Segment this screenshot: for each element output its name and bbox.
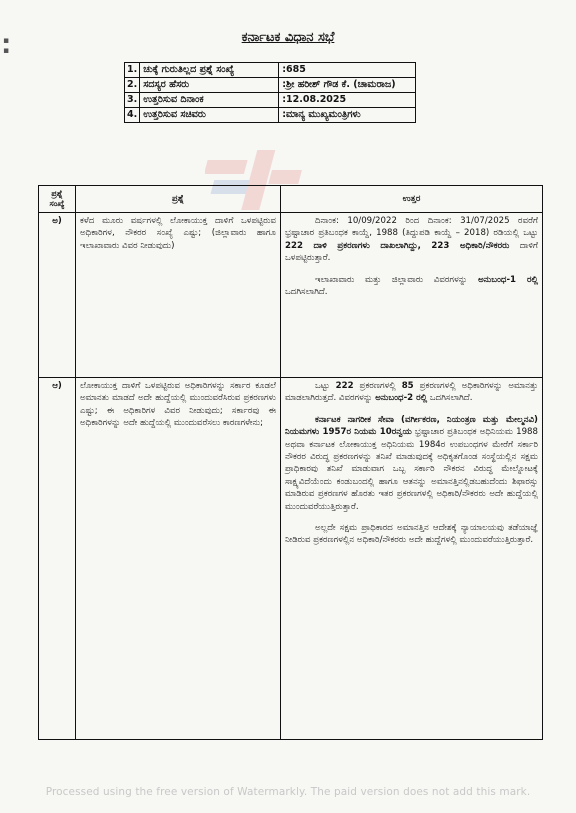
answer-text: ಒಟ್ಟು (315, 381, 336, 391)
answer-cell (281, 378, 543, 740)
meta-row-number: 4. (125, 108, 140, 123)
answer-bold-text: ಅನುಬಂಧ-1 ರಲ್ಲಿ (478, 274, 539, 285)
header-question: ಪ್ರಶ್ನೆ (76, 186, 281, 213)
answer-paragraph: ಅಲ್ಲದೇ ಸಕ್ಷಮ ಪ್ರಾಧಿಕಾರದ ಅಮಾನತ್ತಿನ ಆದೇಶಕ್ಕೆ ನ್ಯಾಯಾಲಯವು ತಡೆಯಾಜ್ಞೆ ನೀಡಿರುವ ಪ್ರಕರಣಗಳಲ್ಲಿನ ಅಧಿಕಾರಿ/ನೌಕರರು ಅದೇ ಹುದ್ದೆಗಳಲ್ಲಿ ಮುಂದುವರೆಯುತ್ತಿರುತ್ತಾರೆ. (285, 523, 538, 546)
meta-row-value: :685 (279, 63, 416, 78)
meta-row-label: ಸದಸ್ಯರ ಹೆಸರು (140, 78, 279, 93)
meta-row (125, 78, 416, 93)
answer-text: ಪ್ರಕರಣಗಳಲ್ಲಿ ಅಧಿಕಾರಿಗಳನ್ನು ಅಮಾನತ್ತು ಮಾಡಲಾಗಿರುತ್ತದೆ. ವಿವರಗಳನ್ನು (285, 381, 538, 404)
meta-row-value: :ಮಾನ್ಯ ಮುಖ್ಯಮಂತ್ರಿಗಳು (279, 108, 416, 123)
meta-row-label: ಚುಕ್ಕೆ ಗುರುತಿಲ್ಲದ ಪ್ರಶ್ನೆ ಸಂಖ್ಯೆ (140, 63, 279, 78)
meta-row-value: :12.08.2025 (279, 93, 416, 108)
answer-text: ಒದಗಿಸಲಾಗಿದೆ. (285, 287, 328, 298)
meta-row-number: 3. (125, 93, 140, 108)
meta-row-number: 1. (125, 63, 140, 78)
qa-row (39, 378, 543, 740)
meta-row (125, 93, 416, 108)
meta-row-label: ಉತ್ತರಿಸುವ ದಿನಾಂಕ (140, 93, 279, 108)
meta-row (125, 108, 416, 123)
answer-bold-text: 222 ದಾಳಿ ಪ್ರಕರಣಗಳು ದಾಖಲಾಗಿದ್ದು, 223 ಅಧಿಕಾರಿ/ನೌಕರರು (285, 240, 510, 251)
answer-text: ಇಲಾಖಾವಾರು ಮತ್ತು ಜಿಲ್ಲಾವಾರು ವಿವರಗಳನ್ನು (315, 274, 479, 285)
answer-text: ದಾಳಿಗೆ ಒಳಪಟ್ಟಿರುತ್ತಾರೆ. (285, 240, 539, 264)
header-answer: ಉತ್ತರ (281, 186, 543, 213)
answer-paragraph (285, 414, 538, 513)
answer-bold-text: 222 (335, 381, 354, 391)
question-number: ಆ) (39, 378, 76, 740)
answer-bold-text: 85 (401, 381, 414, 391)
answer-paragraph (285, 380, 538, 405)
answer-text: ಭ್ರಷ್ಟಾಚಾರ ಪ್ರತಿಬಂಧಕ ಅಧಿನಿಯಮ 1988 ಅಥವಾ ಕರ್ನಾಟಕ ಲೋಕಾಯುಕ್ತ ಅಧಿನಿಯಮ 1984ರ ಉಪಬಂಧಗಳ ಮೇರೆಗೆ ಸರ್ಕಾರಿ ನೌಕರರ ವಿರುದ್ಧ ಪ್ರಕರಣಗಳನ್ನು ತನಿಖೆ ಮಾಡುವುದಕ್ಕೆ ಅಧಿಕೃತಗೊಂಡ ಸಂಸ್ಥೆಯಲ್ಲಿನ ಸಕ್ಷಮ ಪ್ರಾಧಿಕಾರವು ತನಿಖೆ ಮಾಡುವಾಗ ಒಬ್ಬ ಸರ್ಕಾರಿ ನೌಕರನ ವಿರುದ್ಧ ಮೇಲ್ನೋಟಕ್ಕೆ ಸಾಕ್ಷ್ಯವಿದೆಯೆಂದು ಕಂಡುಬಂದಲ್ಲಿ ಹಾಗೂ ಆತನನ್ನು ಅಮಾನತ್ತಿನಲ್ಲಿಡಬಹುದೆಂದು ಶಿಫಾರಸ್ಸು ಮಾಡಿರುವ ಪ್ರಕರಣಗಳ ಹೊರತು ಇತರ ಪ್ರಕರಣಗಳಲ್ಲಿ ಅಧಿಕಾರಿ/ನೌಕರರು ಅದೇ ಹುದ್ದೆಯಲ್ಲಿ ಮುಂದುವರೆಯುತ್ತಿರುತ್ತಾರೆ. (285, 427, 538, 512)
answer-cell (281, 213, 543, 378)
answer-bold-text: ಅನುಬಂಧ-2 ರಲ್ಲಿ (375, 393, 428, 404)
answer-text: ದಿನಾಂಕ: 10/09/2022 ರಿಂದ ದಿನಾಂಕ: 31/07/2025 ರವರೆಗೆ ಭ್ರಷ್ಟಾಚಾರ ಪ್ರತಿಬಂಧಕ ಕಾಯ್ದೆ, 1988 (ತಿದ್ದುಪಡಿ ಕಾಯ್ದೆ – 2018) ರಡಿಯಲ್ಲಿ ಒಟ್ಟು (285, 216, 538, 239)
answer-bold-text: ಕರ್ನಾಟಕ ನಾಗರೀಕ ಸೇವಾ (ವರ್ಗೀಕರಣ, ನಿಯಂತ್ರಣ ಮತ್ತು ಮೇಲ್ಮನವಿ) ನಿಯಮಗಳು 1957ರ ನಿಯಮ 10ರನ್ವಯ (285, 414, 538, 438)
answer-paragraph (285, 274, 538, 299)
answer-text: ಒದಗಿಸಲಾಗಿದೆ. (427, 393, 473, 404)
meta-row-number: 2. (125, 78, 140, 93)
page-title: ಕರ್ನಾಟಕ ವಿಧಾನ ಸಭೆ (241, 30, 335, 45)
question-meta-table (124, 62, 416, 123)
question-answer-table (38, 185, 543, 740)
answer-paragraph (285, 215, 538, 265)
question-text: ಕಳೆದ ಮೂರು ವರ್ಷಗಳಲ್ಲಿ ಲೋಕಾಯುಕ್ತ ದಾಳಿಗೆ ಒಳಪಟ್ಟಿರುವ ಅಧಿಕಾರಿಗಳ, ನೌಕರರ ಸಂಖ್ಯೆ ಎಷ್ಟು; (ಜಿಲ್ಲಾವಾರು ಹಾಗೂ ಇಲಾಖಾವಾರು ವಿವರ ನೀಡುವುದು) (76, 213, 281, 378)
question-number: ಅ) (39, 213, 76, 378)
meta-row (125, 63, 416, 78)
meta-row-label: ಉತ್ತರಿಸುವ ಸಚಿವರು (140, 108, 279, 123)
footer-watermark-text: Processed using the free version of Watermarkly. The paid version does not add this mark. (45, 786, 531, 798)
answer-text: ಪ್ರಕರಣಗಳಲ್ಲಿ (353, 381, 402, 391)
qa-row (39, 213, 543, 378)
meta-row-value: :ಶ್ರೀ ಹರೀಶ್ ಗೌಡ ಕೆ. (ಚಾಮರಾಜ) (279, 78, 416, 93)
scan-artifact: ▪ ▪ (3, 36, 10, 56)
header-question-number: ಪ್ರಶ್ನೆ ಸಂಖ್ಯೆ (39, 186, 76, 213)
qa-header-row (39, 186, 543, 213)
question-text: ಲೋಕಾಯುಕ್ತ ದಾಳಿಗೆ ಒಳಪಟ್ಟಿರುವ ಅಧಿಕಾರಿಗಳನ್ನು ಸರ್ಕಾರ ಕೂಡಲೆ ಅಮಾನತು ಮಾಡದೆ ಅದೇ ಹುದ್ದೆಯಲ್ಲಿ ಮುಂದುವರೆಸಿರುವ ಪ್ರಕರಣಗಳು ಎಷ್ಟು; ಈ ಅಧಿಕಾರಿಗಳ ವಿವರ ನೀಡುವುದು; ಸರ್ಕಾರವು ಈ ಅಧಿಕಾರಿಗಳನ್ನು ಅದೇ ಹುದ್ದೆಯಲ್ಲಿ ಮುಂದುವರೆಸಲು ಕಾರಣಗಳೇನು; (76, 378, 281, 740)
